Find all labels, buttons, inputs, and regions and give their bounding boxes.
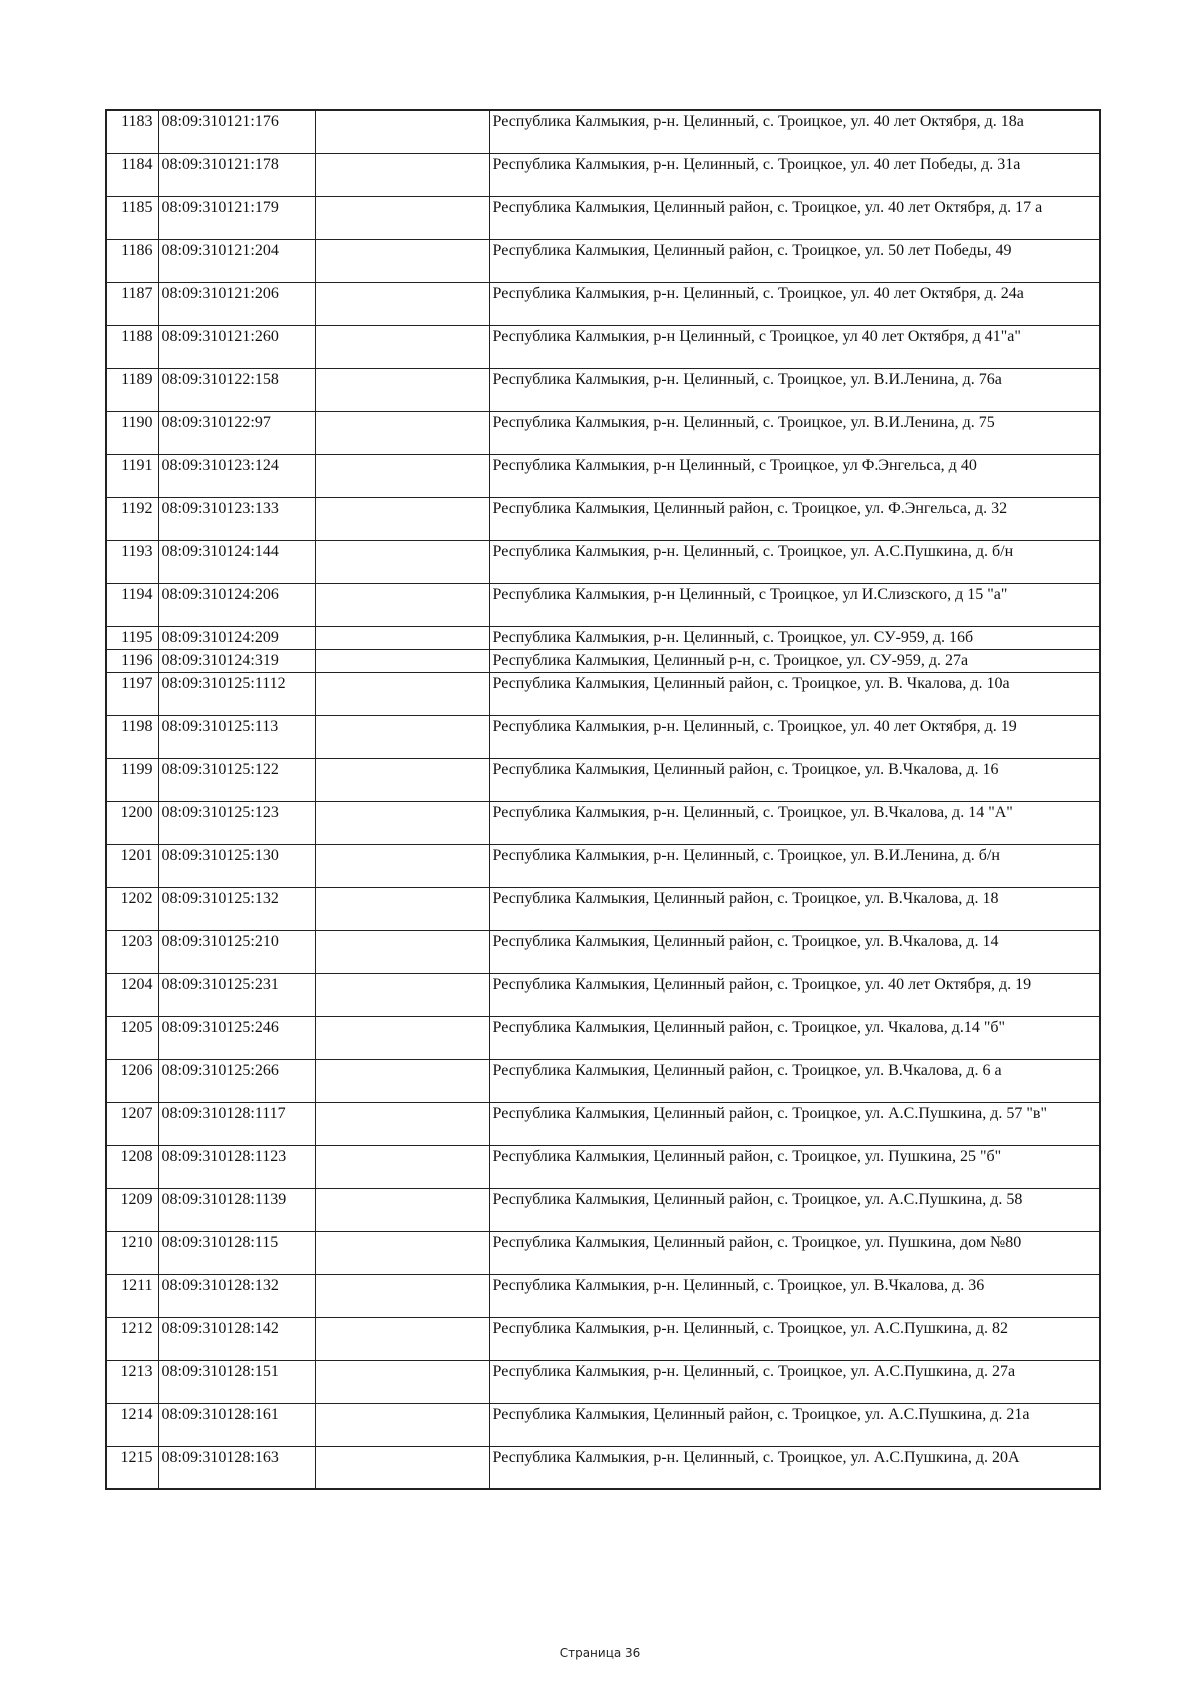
address-cell: Республика Калмыкия, Целинный район, с. Троицкое, ул. В.Чкалова, д. 14 — [489, 930, 1100, 973]
address-cell: Республика Калмыкия, Целинный район, с. Троицкое, ул. 50 лет Победы, 49 — [489, 239, 1100, 282]
empty-column-cell — [315, 454, 489, 497]
cadastral-number-cell: 08:09:310125:123 — [158, 801, 315, 844]
table-row — [106, 1403, 1100, 1446]
empty-column-cell — [315, 1059, 489, 1102]
table-row — [106, 715, 1100, 758]
address-cell: Республика Калмыкия, р-н. Целинный, с. Троицкое, ул. 40 лет Победы, д. 31а — [489, 153, 1100, 196]
address-cell: Республика Калмыкия, р-н. Целинный, с. Троицкое, ул. В.Чкалова, д. 36 — [489, 1274, 1100, 1317]
address-cell: Республика Калмыкия, р-н. Целинный, с. Троицкое, ул. А.С.Пушкина, д. б/н — [489, 540, 1100, 583]
address-cell: Республика Калмыкия, Целинный район, с. Троицкое, ул. Чкалова, д.14 "б" — [489, 1016, 1100, 1059]
address-cell: Республика Калмыкия, Целинный район, с. Троицкое, ул. В.Чкалова, д. 18 — [489, 887, 1100, 930]
cadastral-number-cell: 08:09:310125:113 — [158, 715, 315, 758]
row-number-cell: 1188 — [106, 325, 158, 368]
empty-column-cell — [315, 1231, 489, 1274]
address-cell: Республика Калмыкия, р-н. Целинный, с. Троицкое, ул. 40 лет Октября, д. 24а — [489, 282, 1100, 325]
table-row — [106, 844, 1100, 887]
address-cell: Республика Калмыкия, р-н. Целинный, с. Троицкое, ул. А.С.Пушкина, д. 27а — [489, 1360, 1100, 1403]
cadastral-number-cell: 08:09:310125:122 — [158, 758, 315, 801]
cadastral-number-cell: 08:09:310122:97 — [158, 411, 315, 454]
table-row — [106, 1102, 1100, 1145]
cadastral-number-cell: 08:09:310125:132 — [158, 887, 315, 930]
cadastral-number-cell: 08:09:310128:142 — [158, 1317, 315, 1360]
address-cell: Республика Калмыкия, Целинный район, с. Троицкое, ул. В. Чкалова, д. 10а — [489, 672, 1100, 715]
cadastral-number-cell: 08:09:310124:209 — [158, 626, 315, 649]
cadastral-number-cell: 08:09:310124:144 — [158, 540, 315, 583]
cadastral-number-cell: 08:09:310128:115 — [158, 1231, 315, 1274]
row-number-cell: 1205 — [106, 1016, 158, 1059]
row-number-cell: 1211 — [106, 1274, 158, 1317]
empty-column-cell — [315, 1016, 489, 1059]
cadastral-number-cell: 08:09:310128:161 — [158, 1403, 315, 1446]
cadastral-number-cell: 08:09:310121:176 — [158, 110, 315, 153]
row-number-cell: 1192 — [106, 497, 158, 540]
empty-column-cell — [315, 411, 489, 454]
row-number-cell: 1202 — [106, 887, 158, 930]
empty-column-cell — [315, 196, 489, 239]
table-row — [106, 282, 1100, 325]
page-number-label: Страница 36 — [559, 1646, 641, 1660]
table-row — [106, 973, 1100, 1016]
cadastral-number-cell: 08:09:310128:1117 — [158, 1102, 315, 1145]
empty-column-cell — [315, 1360, 489, 1403]
address-cell: Республика Калмыкия, р-н. Целинный, с. Троицкое, ул. 40 лет Октября, д. 18а — [489, 110, 1100, 153]
empty-column-cell — [315, 758, 489, 801]
row-number-cell: 1184 — [106, 153, 158, 196]
address-cell: Республика Калмыкия, Целинный район, с. Троицкое, ул. А.С.Пушкина, д. 57 "в" — [489, 1102, 1100, 1145]
row-number-cell: 1201 — [106, 844, 158, 887]
row-number-cell: 1203 — [106, 930, 158, 973]
address-cell: Республика Калмыкия, Целинный район, с. Троицкое, ул. А.С.Пушкина, д. 21а — [489, 1403, 1100, 1446]
table-row — [106, 411, 1100, 454]
row-number-cell: 1194 — [106, 583, 158, 626]
table-row — [106, 1188, 1100, 1231]
table-row — [106, 540, 1100, 583]
table-row — [106, 368, 1100, 411]
cadastral-number-cell: 08:09:310124:206 — [158, 583, 315, 626]
row-number-cell: 1207 — [106, 1102, 158, 1145]
table-row — [106, 583, 1100, 626]
cadastral-number-cell: 08:09:310121:179 — [158, 196, 315, 239]
table-row — [106, 887, 1100, 930]
row-number-cell: 1185 — [106, 196, 158, 239]
table-row — [106, 1016, 1100, 1059]
address-cell: Республика Калмыкия, р-н. Целинный, с. Троицкое, ул. А.С.Пушкина, д. 82 — [489, 1317, 1100, 1360]
table-row — [106, 497, 1100, 540]
table-row — [106, 454, 1100, 497]
address-cell: Республика Калмыкия, р-н. Целинный, с. Троицкое, ул. 40 лет Октября, д. 19 — [489, 715, 1100, 758]
table-row — [106, 1059, 1100, 1102]
empty-column-cell — [315, 672, 489, 715]
row-number-cell: 1183 — [106, 110, 158, 153]
row-number-cell: 1193 — [106, 540, 158, 583]
table-row — [106, 239, 1100, 282]
row-number-cell: 1190 — [106, 411, 158, 454]
table-row — [106, 110, 1100, 153]
empty-column-cell — [315, 801, 489, 844]
address-cell: Республика Калмыкия, р-н. Целинный, с. Троицкое, ул. В.И.Ленина, д. 76а — [489, 368, 1100, 411]
row-number-cell: 1195 — [106, 626, 158, 649]
table-row — [106, 626, 1100, 649]
row-number-cell: 1214 — [106, 1403, 158, 1446]
cadastral-number-cell: 08:09:310125:246 — [158, 1016, 315, 1059]
table-row — [106, 1145, 1100, 1188]
address-cell: Республика Калмыкия, р-н. Целинный, с. Троицкое, ул. А.С.Пушкина, д. 20А — [489, 1446, 1100, 1489]
table-row — [106, 1317, 1100, 1360]
cadastral-number-cell: 08:09:310128:151 — [158, 1360, 315, 1403]
empty-column-cell — [315, 887, 489, 930]
empty-column-cell — [315, 282, 489, 325]
row-number-cell: 1199 — [106, 758, 158, 801]
cadastral-number-cell: 08:09:310121:178 — [158, 153, 315, 196]
table-row — [106, 758, 1100, 801]
empty-column-cell — [315, 715, 489, 758]
empty-column-cell — [315, 540, 489, 583]
registry-table-body — [106, 110, 1100, 1489]
empty-column-cell — [315, 153, 489, 196]
empty-column-cell — [315, 497, 489, 540]
address-cell: Республика Калмыкия, Целинный район, с. Троицкое, ул. Ф.Энгельса, д. 32 — [489, 497, 1100, 540]
page-footer — [0, 1646, 1200, 1660]
row-number-cell: 1197 — [106, 672, 158, 715]
cadastral-number-cell: 08:09:310125:231 — [158, 973, 315, 1016]
row-number-cell: 1189 — [106, 368, 158, 411]
address-cell: Республика Калмыкия, Целинный район, с. Троицкое, ул. Пушкина, 25 "б" — [489, 1145, 1100, 1188]
row-number-cell: 1191 — [106, 454, 158, 497]
empty-column-cell — [315, 1102, 489, 1145]
address-cell: Республика Калмыкия, Целинный район, с. Троицкое, ул. А.С.Пушкина, д. 58 — [489, 1188, 1100, 1231]
empty-column-cell — [315, 368, 489, 411]
empty-column-cell — [315, 325, 489, 368]
row-number-cell: 1210 — [106, 1231, 158, 1274]
address-cell: Республика Калмыкия, р-н. Целинный, с. Троицкое, ул. В.И.Ленина, д. 75 — [489, 411, 1100, 454]
table-row — [106, 649, 1100, 672]
row-number-cell: 1198 — [106, 715, 158, 758]
table-row — [106, 196, 1100, 239]
empty-column-cell — [315, 1188, 489, 1231]
cadastral-number-cell: 08:09:310123:133 — [158, 497, 315, 540]
table-row — [106, 1360, 1100, 1403]
row-number-cell: 1208 — [106, 1145, 158, 1188]
address-cell: Республика Калмыкия, р-н Целинный, с Троицкое, ул И.Слизского, д 15 "а" — [489, 583, 1100, 626]
empty-column-cell — [315, 110, 489, 153]
address-cell: Республика Калмыкия, р-н Целинный, с Троицкое, ул Ф.Энгельса, д 40 — [489, 454, 1100, 497]
address-cell: Республика Калмыкия, Целинный район, с. Троицкое, ул. В.Чкалова, д. 16 — [489, 758, 1100, 801]
row-number-cell: 1209 — [106, 1188, 158, 1231]
cadastral-number-cell: 08:09:310121:204 — [158, 239, 315, 282]
property-registry-table — [105, 109, 1101, 1490]
row-number-cell: 1200 — [106, 801, 158, 844]
row-number-cell: 1215 — [106, 1446, 158, 1489]
empty-column-cell — [315, 239, 489, 282]
cadastral-number-cell: 08:09:310125:210 — [158, 930, 315, 973]
empty-column-cell — [315, 844, 489, 887]
cadastral-number-cell: 08:09:310128:132 — [158, 1274, 315, 1317]
cadastral-number-cell: 08:09:310128:1123 — [158, 1145, 315, 1188]
cadastral-number-cell: 08:09:310125:130 — [158, 844, 315, 887]
empty-column-cell — [315, 626, 489, 649]
address-cell: Республика Калмыкия, Целинный район, с. Троицкое, ул. В.Чкалова, д. 6 а — [489, 1059, 1100, 1102]
address-cell: Республика Калмыкия, р-н. Целинный, с. Троицкое, ул. В.Чкалова, д. 14 "А" — [489, 801, 1100, 844]
cadastral-number-cell: 08:09:310125:266 — [158, 1059, 315, 1102]
cadastral-number-cell: 08:09:310123:124 — [158, 454, 315, 497]
empty-column-cell — [315, 1403, 489, 1446]
cadastral-number-cell: 08:09:310121:206 — [158, 282, 315, 325]
table-row — [106, 153, 1100, 196]
cadastral-number-cell: 08:09:310128:1139 — [158, 1188, 315, 1231]
address-cell: Республика Калмыкия, Целинный район, с. Троицкое, ул. 40 лет Октября, д. 19 — [489, 973, 1100, 1016]
address-cell: Республика Калмыкия, Целинный р-н, с. Троицкое, ул. СУ-959, д. 27а — [489, 649, 1100, 672]
table-row — [106, 1231, 1100, 1274]
table-row — [106, 325, 1100, 368]
table-row — [106, 1446, 1100, 1489]
cadastral-number-cell: 08:09:310122:158 — [158, 368, 315, 411]
cadastral-number-cell: 08:09:310128:163 — [158, 1446, 315, 1489]
empty-column-cell — [315, 930, 489, 973]
empty-column-cell — [315, 1274, 489, 1317]
cadastral-number-cell: 08:09:310121:260 — [158, 325, 315, 368]
address-cell: Республика Калмыкия, Целинный район, с. Троицкое, ул. 40 лет Октября, д. 17 а — [489, 196, 1100, 239]
table-row — [106, 672, 1100, 715]
row-number-cell: 1206 — [106, 1059, 158, 1102]
row-number-cell: 1204 — [106, 973, 158, 1016]
row-number-cell: 1213 — [106, 1360, 158, 1403]
table-row — [106, 801, 1100, 844]
address-cell: Республика Калмыкия, р-н. Целинный, с. Троицкое, ул. СУ-959, д. 16б — [489, 626, 1100, 649]
empty-column-cell — [315, 973, 489, 1016]
address-cell: Республика Калмыкия, Целинный район, с. Троицкое, ул. Пушкина, дом №80 — [489, 1231, 1100, 1274]
table-row — [106, 930, 1100, 973]
empty-column-cell — [315, 1317, 489, 1360]
address-cell: Республика Калмыкия, р-н. Целинный, с. Троицкое, ул. В.И.Ленина, д. б/н — [489, 844, 1100, 887]
cadastral-number-cell: 08:09:310125:1112 — [158, 672, 315, 715]
row-number-cell: 1187 — [106, 282, 158, 325]
row-number-cell: 1196 — [106, 649, 158, 672]
cadastral-number-cell: 08:09:310124:319 — [158, 649, 315, 672]
address-cell: Республика Калмыкия, р-н Целинный, с Троицкое, ул 40 лет Октября, д 41"а" — [489, 325, 1100, 368]
empty-column-cell — [315, 583, 489, 626]
empty-column-cell — [315, 1145, 489, 1188]
row-number-cell: 1186 — [106, 239, 158, 282]
table-row — [106, 1274, 1100, 1317]
row-number-cell: 1212 — [106, 1317, 158, 1360]
empty-column-cell — [315, 1446, 489, 1489]
empty-column-cell — [315, 649, 489, 672]
